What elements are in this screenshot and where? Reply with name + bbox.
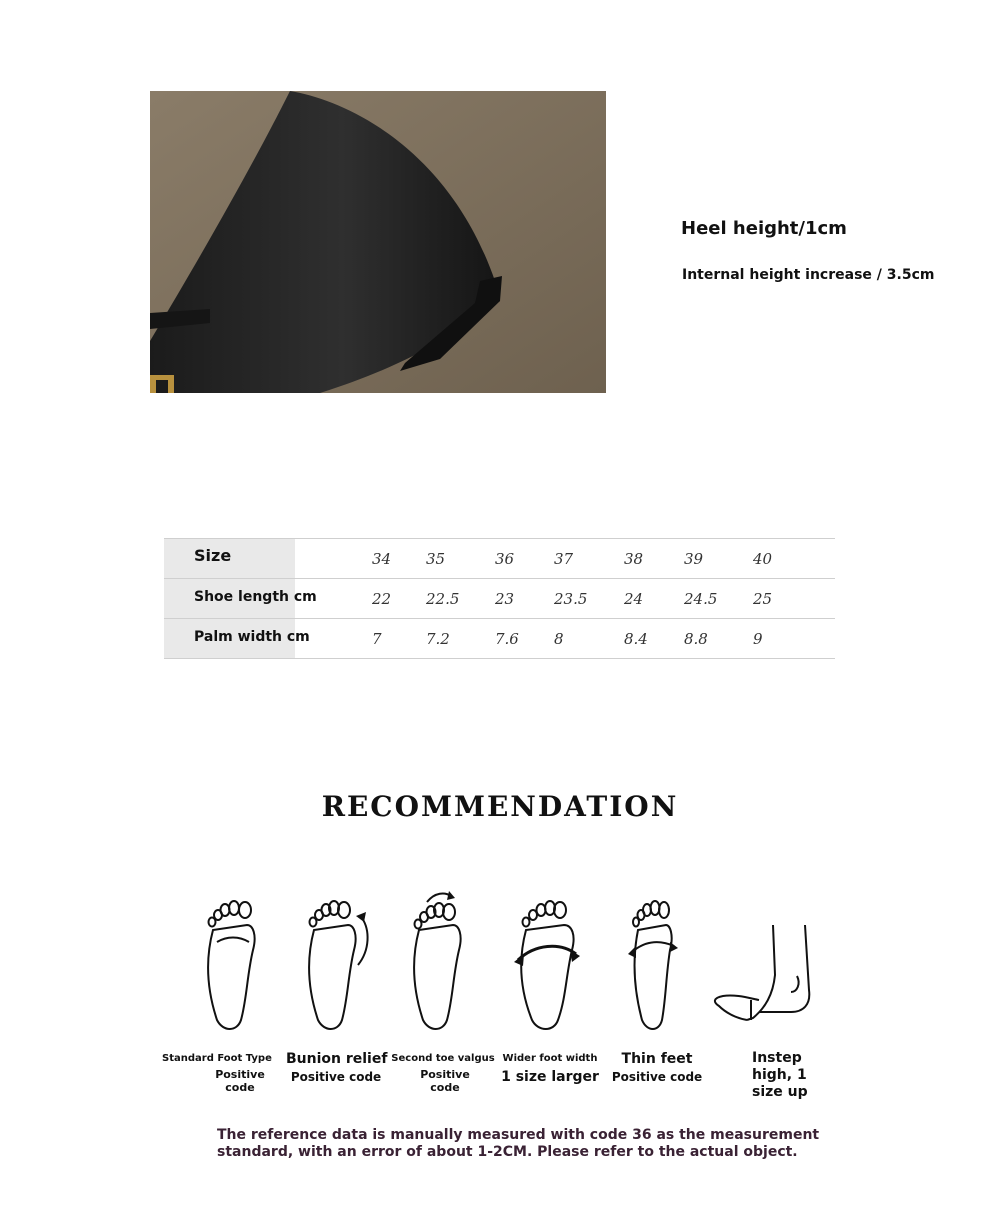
internal-height-label: Internal height increase / 3.5cm — [682, 267, 935, 283]
table-row — [164, 578, 835, 619]
bunion-caption-2: Positive code — [290, 1070, 382, 1084]
standard-foot-icon — [195, 880, 265, 1040]
thin-feet-caption: Thin feet — [621, 1051, 693, 1067]
high-instep-caption: Instep — [752, 1050, 802, 1066]
table-cell: 23 — [495, 590, 515, 608]
table-cell: 8 — [554, 630, 564, 648]
table-row — [164, 618, 835, 659]
table-cell: 22 — [372, 590, 392, 608]
table-cell: 7.6 — [495, 630, 519, 648]
table-cell: 8.8 — [684, 630, 708, 648]
second-toe-caption: Second toe valgus — [391, 1053, 495, 1064]
bunion-foot-icon — [300, 880, 385, 1040]
second-toe-caption-3: code — [430, 1081, 460, 1094]
table-cell: 8.4 — [624, 630, 648, 648]
thin-foot-icon — [620, 880, 690, 1040]
wide-foot-icon — [510, 880, 590, 1040]
thin-feet-caption-2: Positive code — [611, 1070, 703, 1084]
table-cell: 40 — [753, 550, 773, 568]
wide-foot-caption-2: 1 size larger — [501, 1069, 599, 1085]
bunion-caption: Bunion relief — [286, 1051, 388, 1067]
table-cell: 24 — [624, 590, 644, 608]
product-heel-photo — [150, 91, 606, 393]
second-toe-caption-2: Positive — [420, 1068, 470, 1081]
standard-foot-caption: Standard Foot Type — [162, 1053, 272, 1064]
table-cell: 37 — [554, 550, 574, 568]
second-toe-foot-icon — [405, 880, 485, 1040]
table-cell: 38 — [624, 550, 644, 568]
high-instep-caption-3: size up — [752, 1084, 808, 1100]
standard-foot-caption-2: Positive — [215, 1068, 265, 1081]
table-cell: 9 — [753, 630, 763, 648]
wide-foot-caption: Wider foot width — [502, 1053, 598, 1064]
shoe-length-row-label: Shoe length cm — [194, 589, 317, 605]
table-cell: 39 — [684, 550, 704, 568]
table-cell: 25 — [753, 590, 773, 608]
heel-height-label: Heel height/1cm — [681, 218, 847, 239]
standard-foot-caption-3: code — [225, 1081, 255, 1094]
size-chart-table — [164, 538, 835, 658]
table-cell: 22.5 — [426, 590, 460, 608]
table-cell: 36 — [495, 550, 515, 568]
table-cell: 23.5 — [554, 590, 588, 608]
table-cell: 7.2 — [426, 630, 450, 648]
palm-width-row-label: Palm width cm — [194, 629, 310, 645]
high-instep-caption-2: high, 1 — [752, 1067, 807, 1083]
high-instep-foot-icon — [705, 880, 825, 1040]
table-cell: 35 — [426, 550, 446, 568]
table-row — [164, 538, 835, 579]
table-cell: 24.5 — [684, 590, 718, 608]
size-row-label: Size — [194, 546, 232, 565]
measurement-note: The reference data is manually measured with code 36 as the measurement standard, with an error of about 1-2CM. Please refer to the actual object. — [217, 1127, 820, 1160]
table-cell: 34 — [372, 550, 392, 568]
table-cell: 7 — [372, 630, 382, 648]
recommendation-title: RECOMMENDATION — [321, 790, 679, 823]
